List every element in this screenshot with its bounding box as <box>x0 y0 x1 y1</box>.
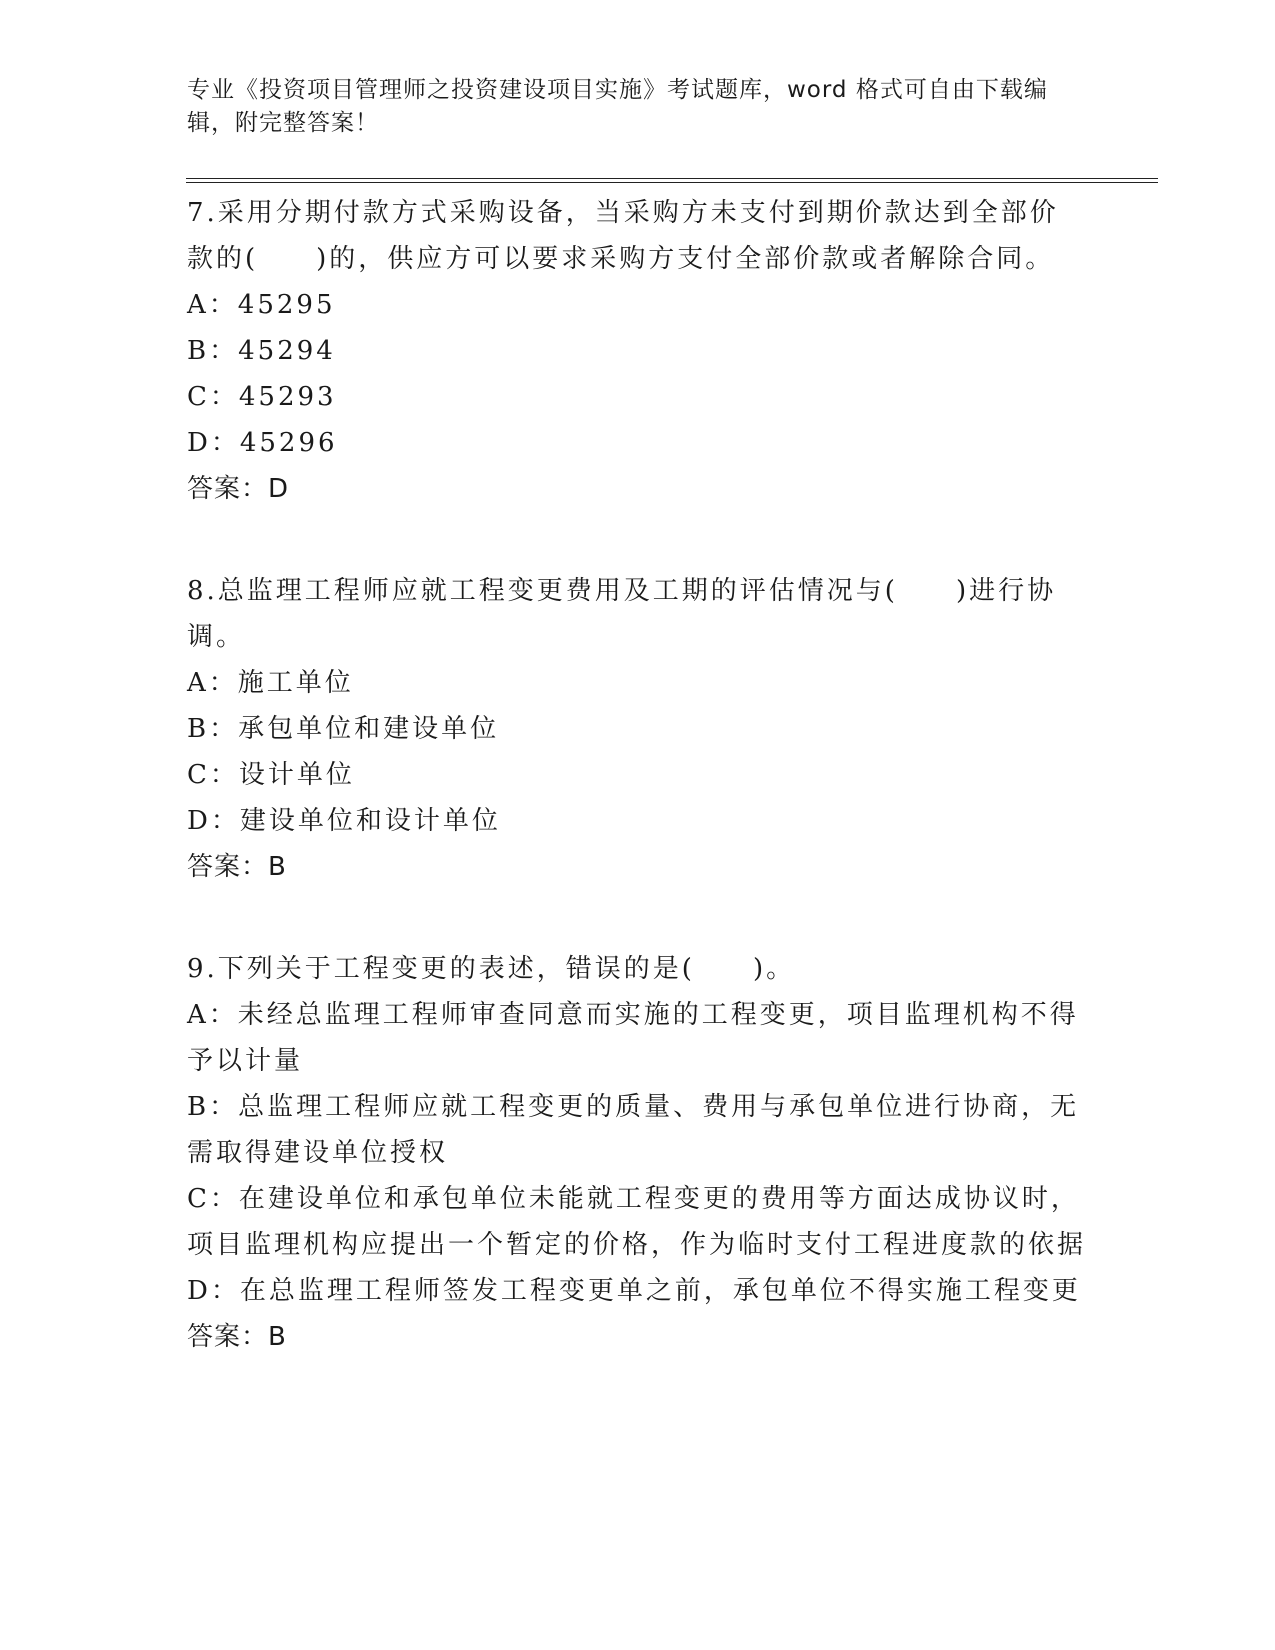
page-header: 专业《投资项目管理师之投资建设项目实施》考试题库，word 格式可自由下载编辑，附完整答案！ <box>187 77 1048 136</box>
option-d: D：在总监理工程师签发工程变更单之前，承包单位不得实施工程变更 <box>187 1276 1081 1306</box>
option-b: B：承包单位和建设单位 <box>187 714 500 744</box>
option-c: C：在建设单位和承包单位未能就工程变更的费用等方面达成协议时，项目监理机构应提出一个暂定的价格，作为临时支付工程进度款的依据 <box>187 1184 1087 1260</box>
answer-line: 答案：B <box>187 1322 287 1352</box>
answer-line: 答案：B <box>187 852 287 882</box>
header-divider <box>186 178 1158 183</box>
question-9 <box>187 946 1087 1360</box>
option-c: C：设计单位 <box>187 760 355 790</box>
question-spacer <box>187 890 1087 946</box>
option-d: D：建设单位和设计单位 <box>187 806 501 836</box>
option-b: B：45294 <box>187 336 336 366</box>
question-8 <box>187 568 1087 890</box>
question-list <box>187 190 1087 1360</box>
option-c: C：45293 <box>187 382 337 412</box>
question-stem: 7.采用分期付款方式采购设备，当采购方未支付到期价款达到全部价款的( )的，供应方可以要求采购方支付全部价款或者解除合同。 <box>187 198 1059 274</box>
question-stem: 8.总监理工程师应就工程变更费用及工期的评估情况与( )进行协调。 <box>187 576 1057 652</box>
option-a: A：施工单位 <box>187 668 354 698</box>
option-d: D：45296 <box>187 428 338 458</box>
question-spacer <box>187 512 1087 568</box>
question-stem: 9.下列关于工程变更的表述，错误的是( )。 <box>187 954 796 984</box>
answer-line: 答案：D <box>187 474 290 504</box>
option-b: B：总监理工程师应就工程变更的质量、费用与承包单位进行协商，无需取得建设单位授权 <box>187 1092 1080 1168</box>
option-a: A：未经总监理工程师审查同意而实施的工程变更，项目监理机构不得予以计量 <box>187 1000 1079 1076</box>
question-7 <box>187 190 1087 512</box>
option-a: A：45295 <box>187 290 336 320</box>
